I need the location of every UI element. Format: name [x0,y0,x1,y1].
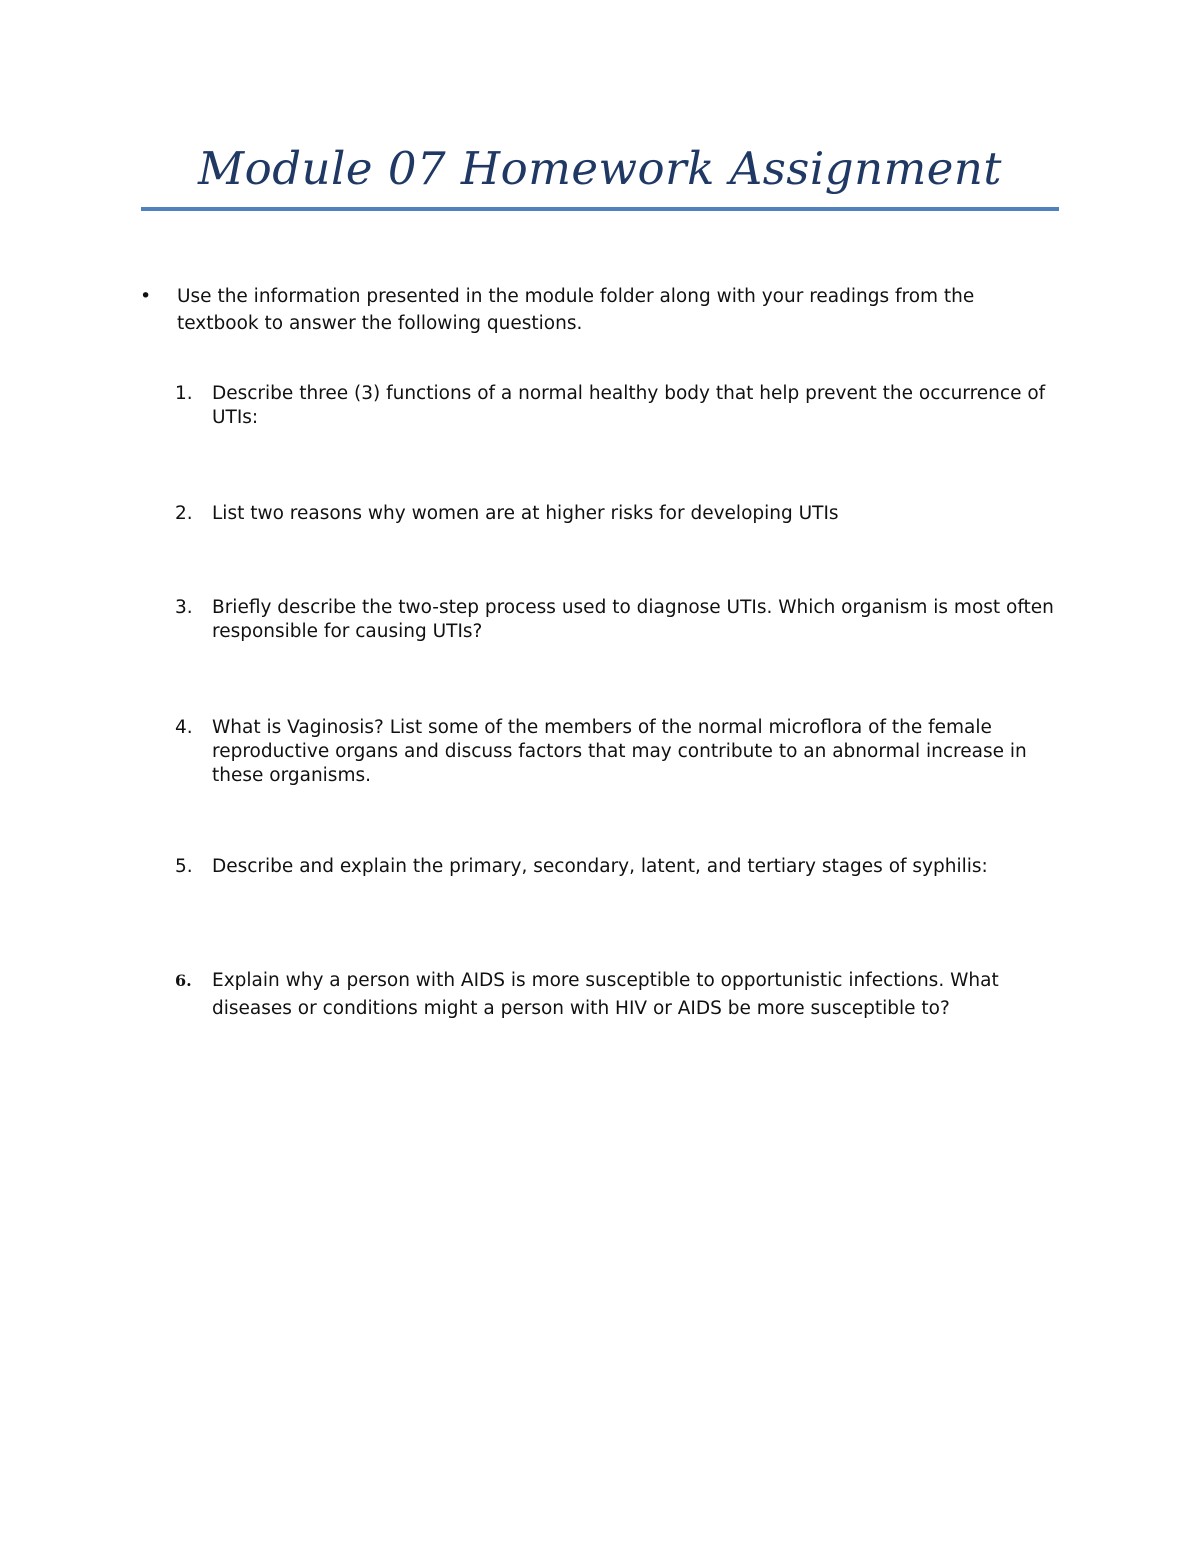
question-number: 4. [175,717,193,738]
question-text: List two reasons why women are at higher risks for developing UTIs [212,503,839,524]
question-number: 5. [175,856,193,877]
question-number: 1. [175,383,193,404]
question-text: Explain why a person with AIDS is more susceptible to opportunistic infections. What diseases or conditions might a person with HIV or AIDS be more susceptible to? [212,970,999,1019]
question-text: What is Vaginosis? List some of the members of the normal microflora of the female reproductive organs and discuss factors that may contribute to an abnormal increase in these organisms. [212,717,1027,786]
question-number: 3. [175,597,193,618]
question-number: 6. [175,971,192,990]
intro-text: Use the information presented in the module folder along with your readings from the textbook to answer the following questions. [177,286,975,334]
bullet-icon: • [140,285,152,307]
page-title: Module 07 Homework Assignment [198,142,1002,195]
question-text: Describe three (3) functions of a normal healthy body that help prevent the occurrence of UTIs: [212,383,1046,428]
question-text: Briefly describe the two-step process used to diagnose UTIs. Which organism is most often responsible for causing UTIs? [212,597,1054,642]
question-text: Describe and explain the primary, secondary, latent, and tertiary stages of syphilis: [212,856,988,877]
title-underline [141,207,1059,211]
question-number: 2. [175,503,193,524]
